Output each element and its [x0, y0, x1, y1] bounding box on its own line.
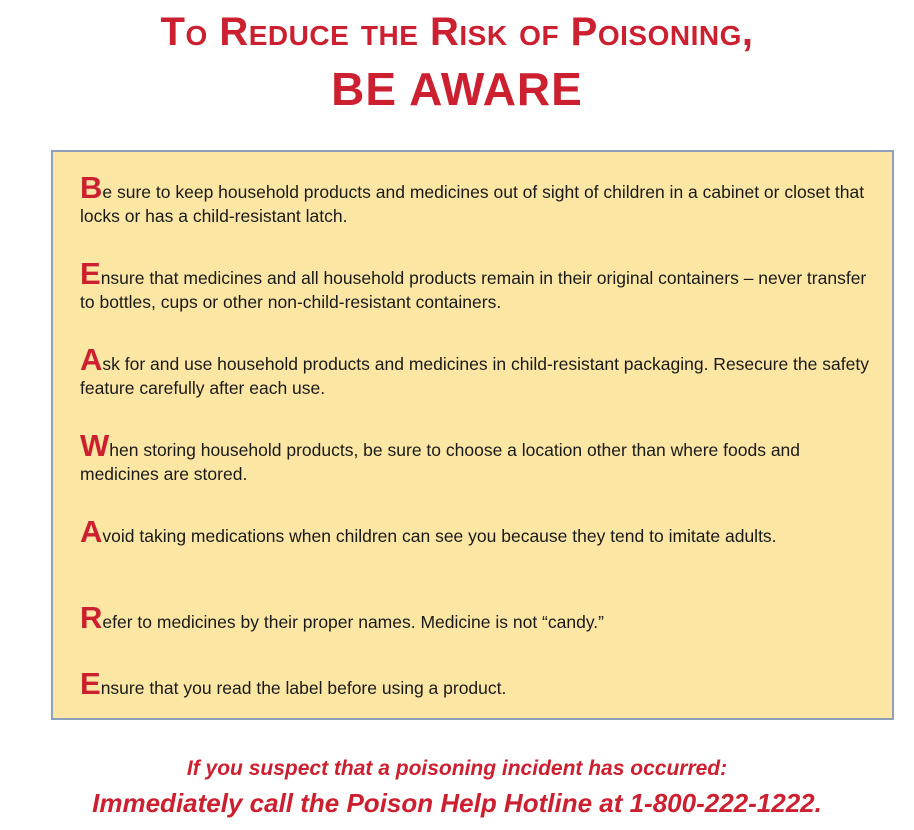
tip-item-ensure-original-containers: [80, 256, 880, 314]
tip-item-avoid-taking: [80, 514, 880, 549]
tip-initial: E: [80, 666, 101, 701]
tip-item-when-storing: [80, 428, 880, 486]
tip-text: void taking medications when children can see you because they tend to imitate adults.: [102, 526, 777, 546]
tips-box: [51, 150, 894, 720]
title-line-2: BE AWARE: [331, 63, 583, 115]
tip-item-ask-for: [80, 342, 880, 400]
footer-warning: If you suspect that a poisoning incident has occurred:: [186, 757, 728, 780]
footer-hotline: Immediately call the Poison Help Hotline at 1-800-222-1222.: [92, 788, 822, 818]
tip-text: e sure to keep household products and medicines out of sight of children in a cabinet or closet that locks or has a child-resistant latch.: [80, 182, 865, 226]
tip-initial: W: [80, 428, 110, 463]
tip-text: hen storing household products, be sure to choose a location other than where foods and medicines are stored.: [80, 440, 801, 484]
tip-item-ensure-read-label: [80, 666, 880, 701]
tip-initial: B: [80, 170, 103, 205]
tip-initial: R: [80, 600, 103, 635]
tip-item-be-sure: [80, 170, 880, 228]
tip-initial: A: [80, 342, 103, 377]
tip-text: nsure that medicines and all household products remain in their original containers – never transfer to bottles, cups or other non-child-resistant containers.: [80, 268, 867, 312]
tip-initial: E: [80, 256, 101, 291]
tip-text: efer to medicines by their proper names. Medicine is not “candy.”: [102, 612, 604, 632]
tip-text: sk for and use household products and medicines in child-resistant packaging. Resecure the safety feature carefully after each use.: [80, 354, 869, 398]
tip-item-refer-to: [80, 600, 880, 635]
title-line-1: To Reduce the Risk of Poisoning,: [160, 10, 754, 54]
tip-initial: A: [80, 514, 103, 549]
tip-text: nsure that you read the label before using a product.: [100, 678, 507, 698]
